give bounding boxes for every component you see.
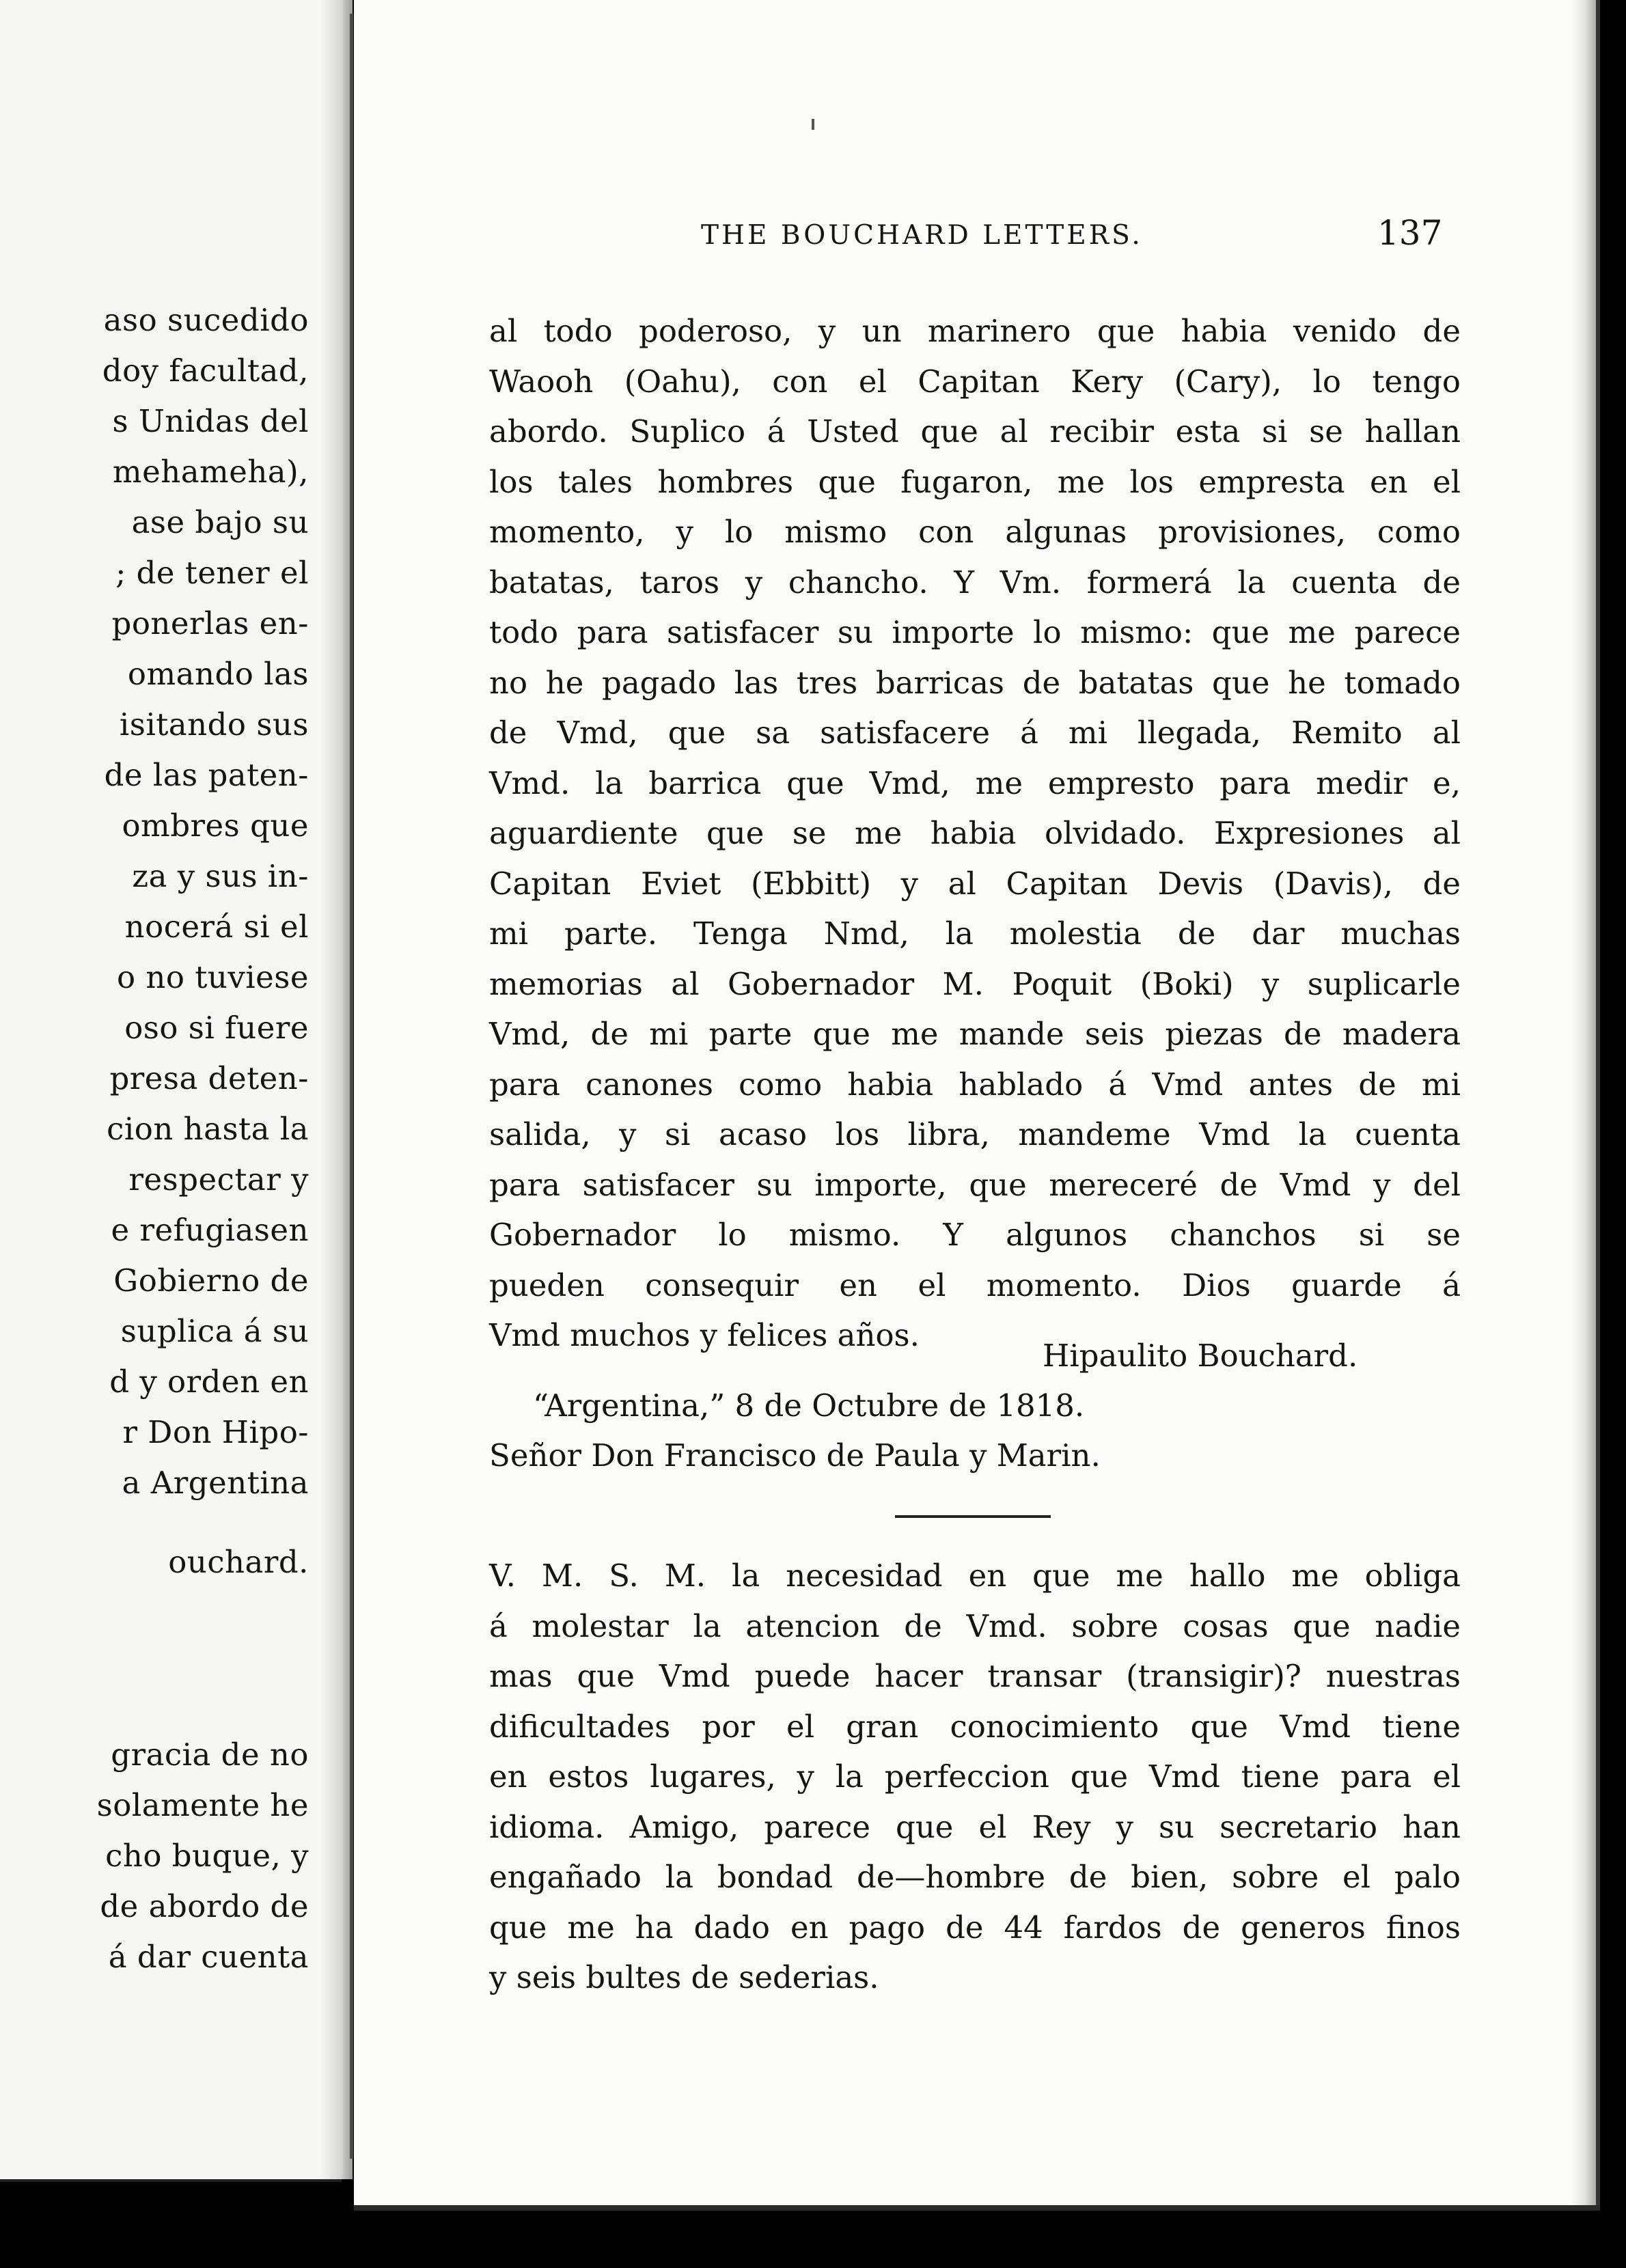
text-line: mi parte. Tenga Nmd, la molestia de dar muchas xyxy=(489,915,1461,952)
left-line: e refugiasen xyxy=(111,1212,309,1248)
left-line: omando las xyxy=(127,656,309,692)
text-line: momento, y lo mismo con algunas provisiones, como xyxy=(489,514,1461,550)
text-line: salida, y si acaso los libra, mandeme Vmd la cuenta xyxy=(489,1116,1461,1152)
left-line: presa deten- xyxy=(109,1060,309,1096)
text-line: al todo poderoso, y un marinero que habia venido de xyxy=(489,313,1461,349)
text-line: Vmd muchos y felices años. xyxy=(489,1317,920,1353)
left-line: doy facultad, xyxy=(102,352,309,389)
text-line: Waooh (Oahu), con el Capitan Kery (Cary), lo tengo xyxy=(489,363,1461,400)
text-line: Gobernador lo mismo. Y algunos chanchos si se xyxy=(489,1217,1461,1253)
text-line: y seis bultes de sederias. xyxy=(489,1959,879,1995)
running-head: THE BOUCHARD LETTERS. xyxy=(701,220,1143,251)
text-line: engañado la bondad de—hombre de bien, sobre el palo xyxy=(489,1859,1461,1895)
page-number: 137 xyxy=(1377,213,1443,253)
left-line: ponerlas en- xyxy=(111,605,309,641)
left-line: a Argentina xyxy=(122,1465,309,1501)
text-line: que me ha dado en pago de 44 fardos de generos finos xyxy=(489,1909,1461,1946)
text-line: de Vmd, que sa satisfacere á mi llegada, Remito al xyxy=(489,715,1461,751)
scan-speck xyxy=(812,119,814,130)
text-line: á molestar la atencion de Vmd. sobre cosas que nadie xyxy=(489,1607,1461,1644)
right-page-edge xyxy=(1571,0,1599,2207)
dateline: “Argentina,” 8 de Octubre de 1818. xyxy=(533,1387,1085,1424)
text-line: para satisfacer su importe, que mereceré de Vmd y del xyxy=(489,1166,1461,1203)
gutter-line xyxy=(350,14,353,2159)
text-line: para canones como habia hablado á Vmd antes de mi xyxy=(489,1066,1461,1103)
left-line: o no tuviese xyxy=(116,959,309,995)
left-line: d y orden en xyxy=(109,1364,309,1400)
left-line: respectar y xyxy=(128,1161,309,1198)
left-line: cho buque, y xyxy=(105,1838,309,1874)
left-line: mehameha), xyxy=(112,454,309,490)
text-line: mas que Vmd puede hacer transar (transigir)? nuestras xyxy=(489,1658,1461,1694)
left-line: za y sus in- xyxy=(132,858,309,894)
text-line: todo para satisfacer su importe lo mismo: que me parece xyxy=(489,614,1461,650)
text-line: en estos lugares, y la perfeccion que Vmd tiene para el xyxy=(489,1758,1461,1795)
left-line: nocerá si el xyxy=(124,909,309,945)
addressee-line: Señor Don Francisco de Paula y Marin. xyxy=(489,1437,1101,1474)
text-line: no he pagado las tres barricas de batatas que he tomado xyxy=(489,664,1461,701)
text-line: idioma. Amigo, parece que el Rey y su secretario han xyxy=(489,1808,1461,1845)
left-line: isitando sus xyxy=(119,706,309,743)
left-line: de las paten- xyxy=(104,757,309,793)
text-line: batatas, taros y chancho. Y Vm. formerá la cuenta de xyxy=(489,564,1461,600)
left-line: ombres que xyxy=(122,807,309,844)
text-line: abordo. Suplico á Usted que al recibir esta si se hallan xyxy=(489,413,1461,450)
left-line: cion hasta la xyxy=(107,1111,309,1147)
left-line: suplica á su xyxy=(120,1313,309,1349)
left-line: de abordo de xyxy=(100,1888,309,1924)
left-page-text-block-1 xyxy=(0,295,309,1508)
bottom-page-edge xyxy=(354,2205,1600,2211)
left-line: gracia de no xyxy=(111,1737,309,1773)
text-line: Vmd, de mi parte que me mande seis piezas de madera xyxy=(489,1016,1461,1052)
left-line: ; de tener el xyxy=(115,555,309,591)
left-line: Gobierno de xyxy=(113,1262,309,1299)
text-line: Vmd. la barrica que Vmd, me empresto para medir e, xyxy=(489,764,1461,801)
text-line: V. M. S. M. la necesidad en que me hallo me obliga xyxy=(489,1558,1461,1594)
left-page-text-block-3 xyxy=(0,1730,309,1982)
gutter-shadow xyxy=(321,0,353,2179)
left-line: s Unidas del xyxy=(112,403,309,439)
left-line: r Don Hipo- xyxy=(122,1414,309,1450)
left-line: oso si fuere xyxy=(124,1010,309,1046)
left-line: ase bajo su xyxy=(131,504,309,540)
letter-paragraph-1 xyxy=(489,306,1461,1361)
right-page-edge-line xyxy=(1596,0,1600,2207)
text-line: los tales hombres que fugaron, me los empresta en el xyxy=(489,463,1461,500)
left-page xyxy=(0,0,342,2182)
section-divider-rule xyxy=(895,1515,1051,1518)
text-line: memorias al Gobernador M. Poquit (Boki) y suplicarle xyxy=(489,965,1461,1002)
left-line: aso sucedido xyxy=(103,302,309,338)
signature-line: Hipaulito Bouchard. xyxy=(1043,1338,1358,1374)
left-line: solamente he xyxy=(96,1787,309,1823)
text-line: Capitan Eviet (Ebbitt) y al Capitan Devis (Davis), de xyxy=(489,865,1461,902)
text-line: pueden consequir en el momento. Dios guarde á xyxy=(489,1267,1461,1303)
text-line: aguardiente que se me habia olvidado. Expresiones al xyxy=(489,815,1461,851)
left-page-text-block-2 xyxy=(0,1537,309,1588)
left-line: á dar cuenta xyxy=(108,1939,309,1975)
left-line: ouchard. xyxy=(168,1544,309,1580)
letter-paragraph-2 xyxy=(489,1551,1461,2003)
text-line: dificultades por el gran conocimiento que Vmd tiene xyxy=(489,1708,1461,1745)
